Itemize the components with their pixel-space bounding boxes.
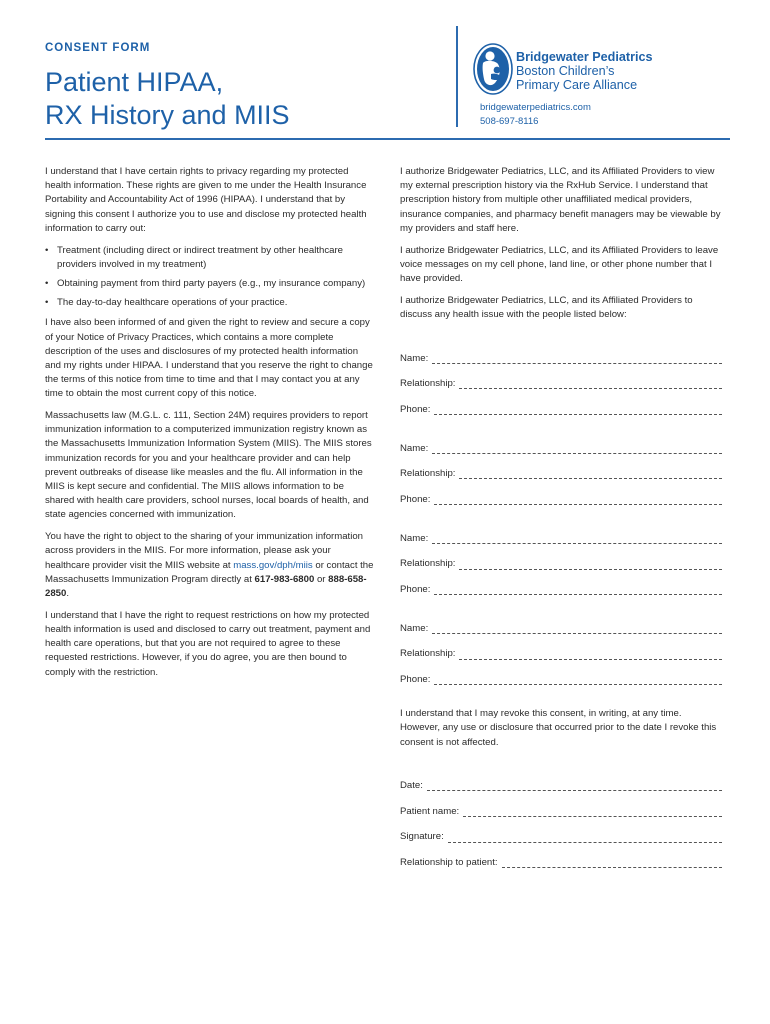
date-field[interactable]	[400, 768, 722, 794]
relationship-line[interactable]	[459, 377, 722, 389]
disclosure-purpose-list	[45, 244, 375, 311]
name-label: Name:	[400, 442, 429, 454]
brand-name	[516, 50, 652, 92]
authorized-person-4	[400, 610, 722, 687]
phone-field[interactable]	[400, 572, 722, 598]
name-label: Name:	[400, 352, 429, 364]
phone-label: Phone:	[400, 493, 431, 505]
left-column	[45, 165, 375, 687]
miis-law-paragraph: Massachusetts law (M.G.L. c. 111, Section 24M) requires providers to report immunization information to a computerized immunization registry known as the Massachusetts Immunization Information System (MIIS). The MIIS stores immunization records for you and your healthcare provider and can help prevent outbreaks of disease like measles and the flu. All information in the MIIS is kept secure and confidential. The MIIS allows information to be shared with health care providers, school nurses, local boards of health, and state agencies concerned with immunization.	[45, 410, 372, 521]
title-line-1: Patient HIPAA,	[45, 67, 224, 97]
brand-line-2: Boston Children’s	[516, 64, 615, 78]
name-line[interactable]	[432, 532, 722, 544]
program-phone-2: 888-658-2850	[45, 573, 367, 599]
revoke-consent-paragraph: I understand that I may revoke this consent, in writing, at any time. However, any use or disclosure that occurred prior to the date I revoke this consent is not affected.	[400, 708, 717, 748]
brand-line-3: Primary Care Alliance	[516, 78, 638, 92]
contact-info	[480, 101, 591, 129]
phone-line[interactable]	[434, 493, 722, 505]
miis-objection-text-a: You have the right to object to the sharing of your immunization information across providers in the MIIS. For more information, please ask your healthcare provider visit the MIIS website at	[45, 531, 364, 571]
patient-name-label: Patient name:	[400, 805, 460, 817]
authorized-person-3	[400, 520, 722, 597]
date-line[interactable]	[427, 779, 722, 791]
phone-line[interactable]	[434, 403, 722, 415]
relationship-field[interactable]	[400, 456, 722, 482]
patient-name-field[interactable]	[400, 793, 722, 819]
date-label: Date:	[400, 780, 423, 792]
relationship-to-patient-field[interactable]	[400, 845, 722, 871]
authorized-people-fields	[400, 340, 722, 687]
form-eyebrow: CONSENT FORM	[45, 42, 151, 54]
relationship-line[interactable]	[459, 648, 722, 660]
name-line[interactable]	[432, 442, 722, 454]
phone-label: Phone:	[400, 403, 431, 415]
rx-history-paragraph: I authorize Bridgewater Pediatrics, LLC, and its Affiliated Providers to view my external prescription history via the RxHub Service. I understand that prescription history from multiple other unaffiliated medical providers, insurance companies, and pharmacy benefit managers may be viewable by my providers and staff here.	[400, 166, 721, 234]
or-text: or	[314, 573, 329, 585]
privacy-notice-paragraph: I have also been informed of and given the right to review and secure a copy of your Notice of Privacy Practices, which contains a more complete description of the uses and disclosures of my protected health information and my rights under HIPAA. I understand that you reserve the right to change the terms of this notice from time to time and that I may contact you at any time to obtain the most current copy of this notice.	[45, 317, 373, 400]
relationship-to-patient-label: Relationship to patient:	[400, 857, 498, 869]
website-link[interactable]: bridgewaterpediatrics.com	[480, 102, 591, 113]
relationship-field[interactable]	[400, 366, 722, 392]
signature-field[interactable]	[400, 819, 722, 845]
header-vertical-divider	[456, 26, 458, 127]
signature-line[interactable]	[448, 831, 722, 843]
page-title	[45, 66, 290, 132]
name-line[interactable]	[432, 622, 722, 634]
discuss-health-paragraph: I authorize Bridgewater Pediatrics, LLC, and its Affiliated Providers to discuss any health issue with the people listed below:	[400, 294, 693, 320]
header-horizontal-rule	[45, 138, 730, 140]
name-field[interactable]	[400, 430, 722, 456]
phone-field[interactable]	[400, 481, 722, 507]
list-item: • The day-to-day healthcare operations of your practice.	[45, 296, 375, 310]
relationship-line[interactable]	[459, 467, 722, 479]
patient-name-line[interactable]	[463, 805, 722, 817]
relationship-to-patient-line[interactable]	[502, 856, 722, 868]
authorized-person-2	[400, 430, 722, 507]
miis-website-link[interactable]: mass.gov/dph/miis	[233, 559, 313, 571]
relationship-field[interactable]	[400, 636, 722, 662]
phone-label: Phone:	[400, 674, 431, 686]
signature-fields	[400, 768, 722, 870]
relationship-label: Relationship:	[400, 648, 456, 660]
hipaa-rights-paragraph: I understand that I have certain rights to privacy regarding my protected health information. These rights are given to me under the Health Insurance Portability and Accountability Act of 1996 (HIPAA). I understand that by signing this consent I authorize you to use and disclose my protected health information to carry out:	[45, 166, 367, 234]
restrictions-paragraph: I understand that I have the right to request restrictions on how my protected health information is used and disclosed to carry out treatment, payment and health care operations, but that you are not required to agree to these requested restrictions. However, if you do agree, you are then bound to comply with the restriction.	[45, 609, 371, 678]
phone-label: Phone:	[400, 584, 431, 596]
miis-objection-paragraph	[45, 530, 375, 601]
signature-label: Signature:	[400, 831, 444, 843]
name-field[interactable]	[400, 340, 722, 366]
phone-field[interactable]	[400, 391, 722, 417]
list-item: • Obtaining payment from third party payers (e.g., my insurance company)	[45, 277, 375, 291]
phone-line[interactable]	[434, 673, 722, 685]
name-line[interactable]	[432, 352, 722, 364]
name-field[interactable]	[400, 520, 722, 546]
phone-line[interactable]	[434, 583, 722, 595]
voice-message-paragraph: I authorize Bridgewater Pediatrics, LLC, and its Affiliated Providers to leave voice messages on my cell phone, land line, or other phone number that I have provided.	[400, 244, 719, 284]
name-label: Name:	[400, 532, 429, 544]
relationship-label: Relationship:	[400, 468, 456, 480]
mother-and-child-logo-icon	[473, 43, 513, 95]
phone-field[interactable]	[400, 662, 722, 688]
relationship-label: Relationship:	[400, 558, 456, 570]
brand-line-1: Bridgewater Pediatrics	[516, 50, 653, 64]
relationship-field[interactable]	[400, 546, 722, 572]
authorized-person-1	[400, 340, 722, 417]
list-item: • Treatment (including direct or indirect treatment by other healthcare providers involved in my treatment)	[45, 244, 375, 272]
miis-objection-text-b: or contact the Massachusetts Immunization Program directly at	[45, 559, 374, 585]
right-column	[400, 165, 722, 870]
title-line-2: RX History and MIIS	[45, 100, 290, 130]
relationship-line[interactable]	[459, 558, 722, 570]
period-text: .	[66, 587, 70, 599]
phone-number: 508-697-8116	[480, 116, 539, 127]
name-field[interactable]	[400, 610, 722, 636]
relationship-label: Relationship:	[400, 378, 456, 390]
program-phone-1: 617-983-6800	[254, 573, 315, 585]
name-label: Name:	[400, 622, 429, 634]
